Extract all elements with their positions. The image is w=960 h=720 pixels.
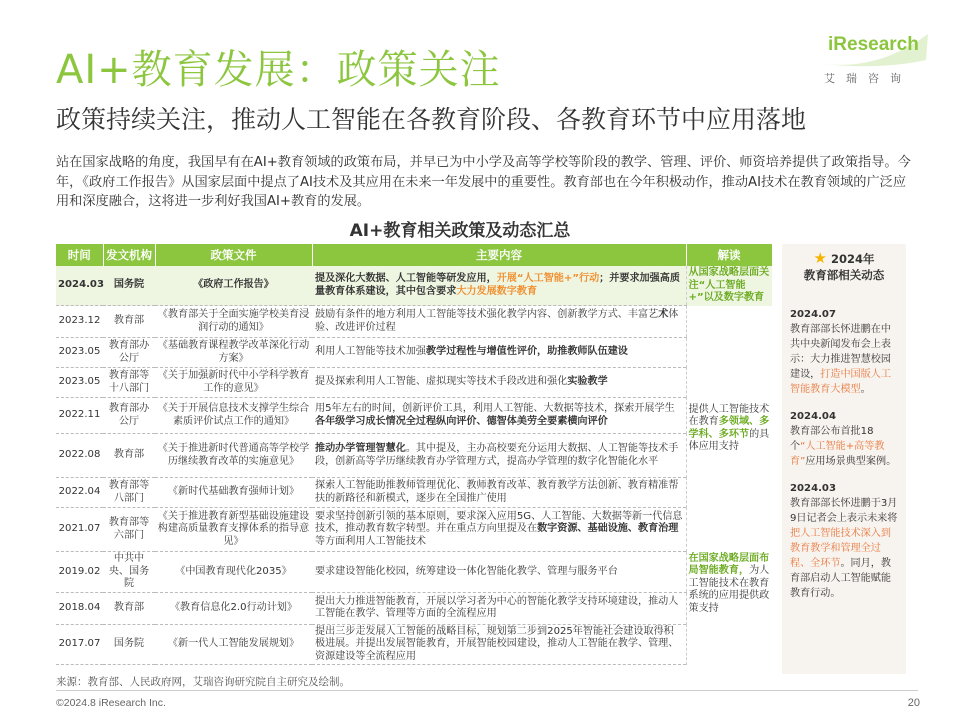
cell-content [312,478,686,508]
intro-paragraph: 站在国家战略的角度，我国早有在AI+教育领域的政策布局，并早已为中小学及高等学校等阶段的教学、管理、评价、师资培养提供了政策指导。今年，《政府工作报告》从国家层面中提点了AI技术及其应用在未来一年发展中的重要性。教育部也在今年积极动作，推动AI技术在教育领域的广泛应用和深度融合，这将进一步利好我国AI+教育的发展。 [56,155,911,209]
content-text: 探索人工智能助推教师管理优化、教师教育改革、教育教学方法创新、教育精准帮扶的新路径和新模式，逐步在全国推广使用 [315,480,679,504]
cell-doc: 《关于加强新时代中小学科学教育工作的意见》 [155,368,312,398]
col-header-content: 主要内容 [312,244,686,266]
interp-text: 提供人工智能技术在教育 [688,403,770,427]
content-text: 。其中提及，主办高校要充分运用大数据、人工智能等技术手段，创新高等学历继续教育办学管理方式，提高办学管理的数字化智能化水平 [315,443,679,467]
cell-date: 2021.07 [56,508,103,552]
content-text: 用5年左右的时间，创新评价工具，利用人工智能、大数据等技术，探索开展学生 [315,403,675,414]
sidebar-title-year: 2024年 [830,252,875,266]
cell-interpretation [686,552,772,665]
cell-date: 2024.03 [56,266,103,306]
sidebar-text: 教育部公布首批18个 [790,426,874,452]
col-header-doc: 政策文件 [155,244,312,266]
sidebar-item-date: 2024.07 [790,309,836,320]
iresearch-logo [820,30,932,85]
interp-emphasis: 在国家战略层面布局智能教育， [688,552,770,576]
table-row [56,624,772,665]
cell-content [312,398,686,434]
footer-divider [56,690,918,691]
sidebar-item-date: 2024.04 [790,411,836,422]
sidebar-text: 教育部部长怀进鹏在中共中央新闻发布会上表示：大力推进智慧校园建设， [790,324,891,380]
table-row [56,552,772,593]
cell-doc: 《中国教育现代化2035》 [155,552,312,593]
content-text: 提出大力推进智能教育，开展以学习者为中心的智能化教学支持环境建设，推动人工智能在教学、管理等方面的全流程应用 [315,595,679,619]
cell-content [312,306,686,338]
content-emphasis: 数字资源、基础设施、教育治理 [537,523,679,535]
sidebar-item-text [790,322,898,397]
content-emphasis: 开展“人工智能+”行动 [496,273,600,284]
cell-doc: 《新一代人工智能发展规划》 [155,624,312,665]
content-text: 要求坚持创新引领的基本原则，要求深入应用5G、人工智能、大数据等新一代信息技术，推动教育数字转型。并在重点方向里提及在 [315,510,683,535]
cell-date: 2022.04 [56,478,103,508]
cell-content [312,266,686,306]
interp-text: 为人工智能技术在教育系统的应用提供政策支持 [688,565,770,614]
interp-emphasis: 多领域、多学科、多环节 [688,416,770,440]
cell-content [312,624,686,665]
sidebar-title-text: 教育部相关动态 [803,268,885,282]
cell-doc: 《教育部关于全面实施学校美育浸润行动的通知》 [155,306,312,338]
copyright: ©2024.8 iResearch Inc. [56,697,166,709]
sidebar-title [790,250,898,283]
table-row [56,508,772,552]
policy-table [56,244,773,665]
cell-interpretation [686,266,772,306]
cell-org: 国务院 [103,624,155,665]
cell-doc: 《关于推进教育新型基础设施建设构建高质量教育支撑体系的指导意见》 [155,508,312,552]
logo-text: iResearch [828,34,919,55]
table-row [56,592,772,624]
sidebar-emphasis: “人工智能+高等教育” [790,441,885,467]
sidebar-item-text [790,496,898,601]
cell-date: 2017.07 [56,624,103,665]
sidebar-text: 教育部部长怀进鹏于3月9日记者会上表示未来将 [790,498,898,524]
star-icon: ★ [813,249,827,267]
content-emphasis: 各年级学习成长情况全过程纵向评价、德智体美劳全要素横向评价 [315,415,608,427]
sidebar-moe-updates [782,244,906,674]
cell-doc: 《关于推进新时代普通高等学校学历继续教育改革的实施意见》 [155,434,312,478]
logo-subtext: 艾瑞咨询 [824,72,912,85]
sidebar-item-date: 2024.03 [790,483,836,494]
content-text: 体验、改进评价过程 [315,309,679,333]
content-emphasis: 术 [658,309,669,320]
cell-doc: 《新时代基础教育强师计划》 [155,478,312,508]
cell-doc: 《关于开展信息技术支撑学生综合素质评价试点工作的通知》 [155,398,312,434]
cell-doc: 《基础教育课程教学改革深化行动方案》 [155,338,312,368]
content-emphasis: 推动办学管理智慧化 [315,443,406,454]
cell-date: 2018.04 [56,592,103,624]
col-header-date: 时间 [56,244,103,266]
source-note: 来源：教育部、人民政府网，艾瑞咨询研究院自主研究及绘制。 [56,676,350,688]
cell-date: 2023.05 [56,338,103,368]
content-text: 提出三步走发展人工智能的战略目标，规划第二步到2025年智能社会建设取得积极进展。并提出发展智能教育，开展智能校园建设，推动人工智能在教学、管理、资源建设等全流程应用 [315,625,679,662]
cell-content [312,592,686,624]
content-emphasis: 实验教学 [567,376,608,388]
cell-org: 教育部 [103,434,155,478]
cell-doc: 《教育信息化2.0行动计划》 [155,592,312,624]
cell-date: 2023.12 [56,306,103,338]
table-row [56,368,772,398]
cell-org: 教育部办公厅 [103,398,155,434]
table-row [56,266,772,306]
cell-content [312,434,686,478]
cell-date: 2023.05 [56,368,103,398]
sidebar-text: 应用场景典型案例。 [805,456,897,467]
content-emphasis: 大力发展数字教育 [456,285,538,297]
cell-content [312,508,686,552]
col-header-org: 发文机构 [103,244,155,266]
cell-org: 国务院 [103,266,155,306]
page-number: 20 [907,697,920,709]
cell-org: 教育部等八部门 [103,478,155,508]
content-text: ；并要求加强高质量教育体系建设，其中包含要求 [315,273,680,297]
content-text: 等方面利用人工智能技术 [315,535,427,547]
interp-text: 的具体应用支持 [688,428,770,452]
cell-date: 2022.11 [56,398,103,434]
table-row [56,306,772,338]
table-row [56,434,772,478]
content-emphasis: 教学过程性与增值性评价，助推教师队伍建设 [426,346,628,358]
table-row [56,398,772,434]
table-header-row [56,244,772,266]
cell-org: 教育部办公厅 [103,338,155,368]
table-row [56,338,772,368]
sidebar-emphasis: 把人工智能技术深入到教育教学和管理全过程、全环节 [790,528,891,569]
content-text: 提及深化大数据、人工智能等研发应用， [315,273,497,284]
cell-org: 教育部等六部门 [103,508,155,552]
cell-interpretation [686,306,772,552]
content-text: 提及探索利用人工智能、虚拟现实等技术手段改进和强化 [315,376,568,388]
content-text: 要求建设智能化校园，统筹建设一体化智能化教学、管理与服务平台 [315,565,618,577]
cell-content [312,552,686,593]
cell-date: 2019.02 [56,552,103,593]
cell-org: 中共中央、国务院 [103,552,155,593]
interp-emphasis: 从国家战略层面关注“人工智能+”以及数字教育 [688,267,770,303]
col-header-interp: 解读 [686,244,772,266]
sidebar-text: 。 [860,384,871,395]
cell-org: 教育部 [103,592,155,624]
page-title: AI+教育发展：政策关注 [56,47,501,93]
content-text: 利用人工智能等技术加强 [315,346,427,358]
content-text: 鼓励有条件的地方利用人工智能等技术强化教学内容、创新教学方式、丰富艺 [315,309,659,320]
cell-content [312,338,686,368]
cell-org: 教育部 [103,306,155,338]
page-subtitle: 政策持续关注，推动人工智能在各教育阶段、各教育环节中应用落地 [56,105,807,134]
cell-org: 教育部等十八部门 [103,368,155,398]
table-title: AI+教育相关政策及动态汇总 [349,221,571,241]
sidebar-item-text [790,424,898,469]
cell-content [312,368,686,398]
sidebar-text: 。同月，教育部启动人工智能赋能教育行动。 [790,558,891,599]
cell-doc: 《政府工作报告》 [155,266,312,306]
cell-date: 2022.08 [56,434,103,478]
table-row [56,478,772,508]
sidebar-emphasis: 打造中国版人工智能教育大模型 [790,369,891,395]
